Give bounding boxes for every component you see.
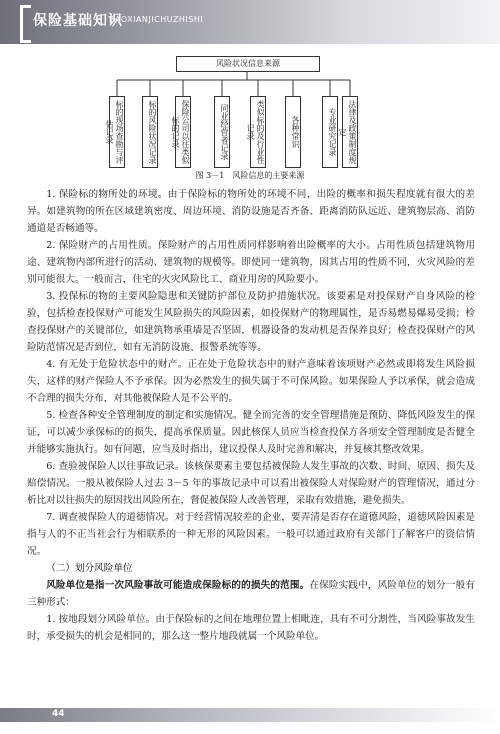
figure-caption: 图 3－1 风险信息的主要来源 [195, 171, 305, 180]
section-heading: （二）划分风险单位 [46, 563, 133, 574]
diagram-source-box: 标的现场查勘与评估记录 [109, 96, 125, 168]
diagram-source-box: 保险公司以往类似标的记录 [175, 96, 191, 168]
paragraph: 5. 检查各种安全管理制度的制定和实施情况。健全而完善的安全管理措施是预防、降低风险发生的保证，可以减少承保标的的损失，提高承保质量。因此核保人员应当检查投保方各项安全管理制度是否健全并能够实施执行。如有问题，应当及时指出，建议投保人及时完善和解决，并复核其整改效果。 [27, 410, 475, 455]
diagram-source-box: 各种常识 [285, 96, 301, 168]
diagram-source-box: 标的风险状况记录 [142, 96, 158, 168]
paragraph: 1. 按地段划分风险单位。由于保险标的之间在地理位置上相毗连，具有不可分割性，当风险事故发生时，承受损失的机会是相同的，那么这一整片地段就属一个风险单位。 [27, 614, 475, 642]
diagram-root-box: 风险状况信息来源 [176, 56, 320, 72]
diagram-source-box: 同业经营者记录 [214, 96, 230, 168]
diagram-source-box: 专业研究记录 [322, 96, 338, 168]
paragraph: 7. 调查被保险人的道德情况。对于经营情况较差的企业，要弄清是否存在道德风险，道德风险因素是指与人的不正当社会行为相联系的一种无形的风险因素。一般可以通过政府有关部门了解客户的资信情况。 [27, 512, 475, 557]
paragraph: 1. 保险标的物所处的环境。由于保险标的物所处的环境不同，出险的概率和损失程度就有很大的差异。如建筑物的所在区域建筑密度、周边环境、消防设施是否齐备、距离消防队远近、建筑物层高、消防通道是否畅通等。 [27, 189, 475, 234]
body-text [27, 186, 475, 645]
header-pinyin: BAOXIANJICHUZHISHI [109, 15, 204, 24]
paragraph: 6. 查验被保险人以往事故记录。该核保要素主要包括被保险人发生事故的次数、时间、原因、损失及赔偿情况。一般从被保险人过去 3－5 年的事故记录中可以看出被保险人对保险财产的管理情况，通过分析比对以往损失的原因找出风险所在，督促被保险人改善管理，采取有效措施，避免损失。 [27, 461, 475, 506]
risk-info-diagram [0, 44, 500, 184]
header-title: 保险基础知识 [33, 13, 123, 29]
diagram-source-box: 法律及政策制度规定 [342, 96, 358, 168]
page-header [0, 0, 500, 44]
header-bracket-ornament [20, 5, 31, 43]
page-number: 44 [52, 709, 65, 719]
paragraph: 4. 有无处于危险状态中的财产。正在处于危险状态中的财产意味着该项财产必然或即将发生风险损失，这样的财产保险人不予承保。因为必然发生的损失属于不可保风险。如果保险人予以承保，就会造成不合理的损失分布，对其他被保险人是不公平的。 [27, 359, 475, 404]
definition-text: 风险单位是指一次风险事故可能造成保险标的的损失的范围。 [46, 580, 310, 591]
paragraph: 2. 保险财产的占用性质。保险财产的占用性质同样影响着出险概率的大小。占用性质包括建筑物用途、建筑物内部所进行的活动、建筑物的规模等。即使同一建筑物，因其占用的性质不同，火灾风险的差别可能很大。一般而言，住宅的火灾风险比工、商业用房的风险要小。 [27, 240, 475, 285]
paragraph-continuation: 在保险实践中，风险单位的划分一般有三种形式： [27, 580, 476, 608]
footer-band [0, 708, 500, 722]
paragraph: 3. 投保标的物的主要风险隐患和关键防护部位及防护措施状况。该要素是对投保财产自身风险的检验，包括检查投保财产可能发生风险损失的风险因素，如投保财产的物理属性，是否易燃易爆易受损；检查投保财产的关键部位，如建筑物承重墙是否坚固，机器设备的发动机是否保养良好；检查投保财产的风险防范情况是否到位，如有无消防设施、报警系统等等。 [27, 291, 475, 353]
paragraph [27, 577, 475, 611]
diagram-source-box: 类似标的及行业性记录 [250, 96, 266, 168]
